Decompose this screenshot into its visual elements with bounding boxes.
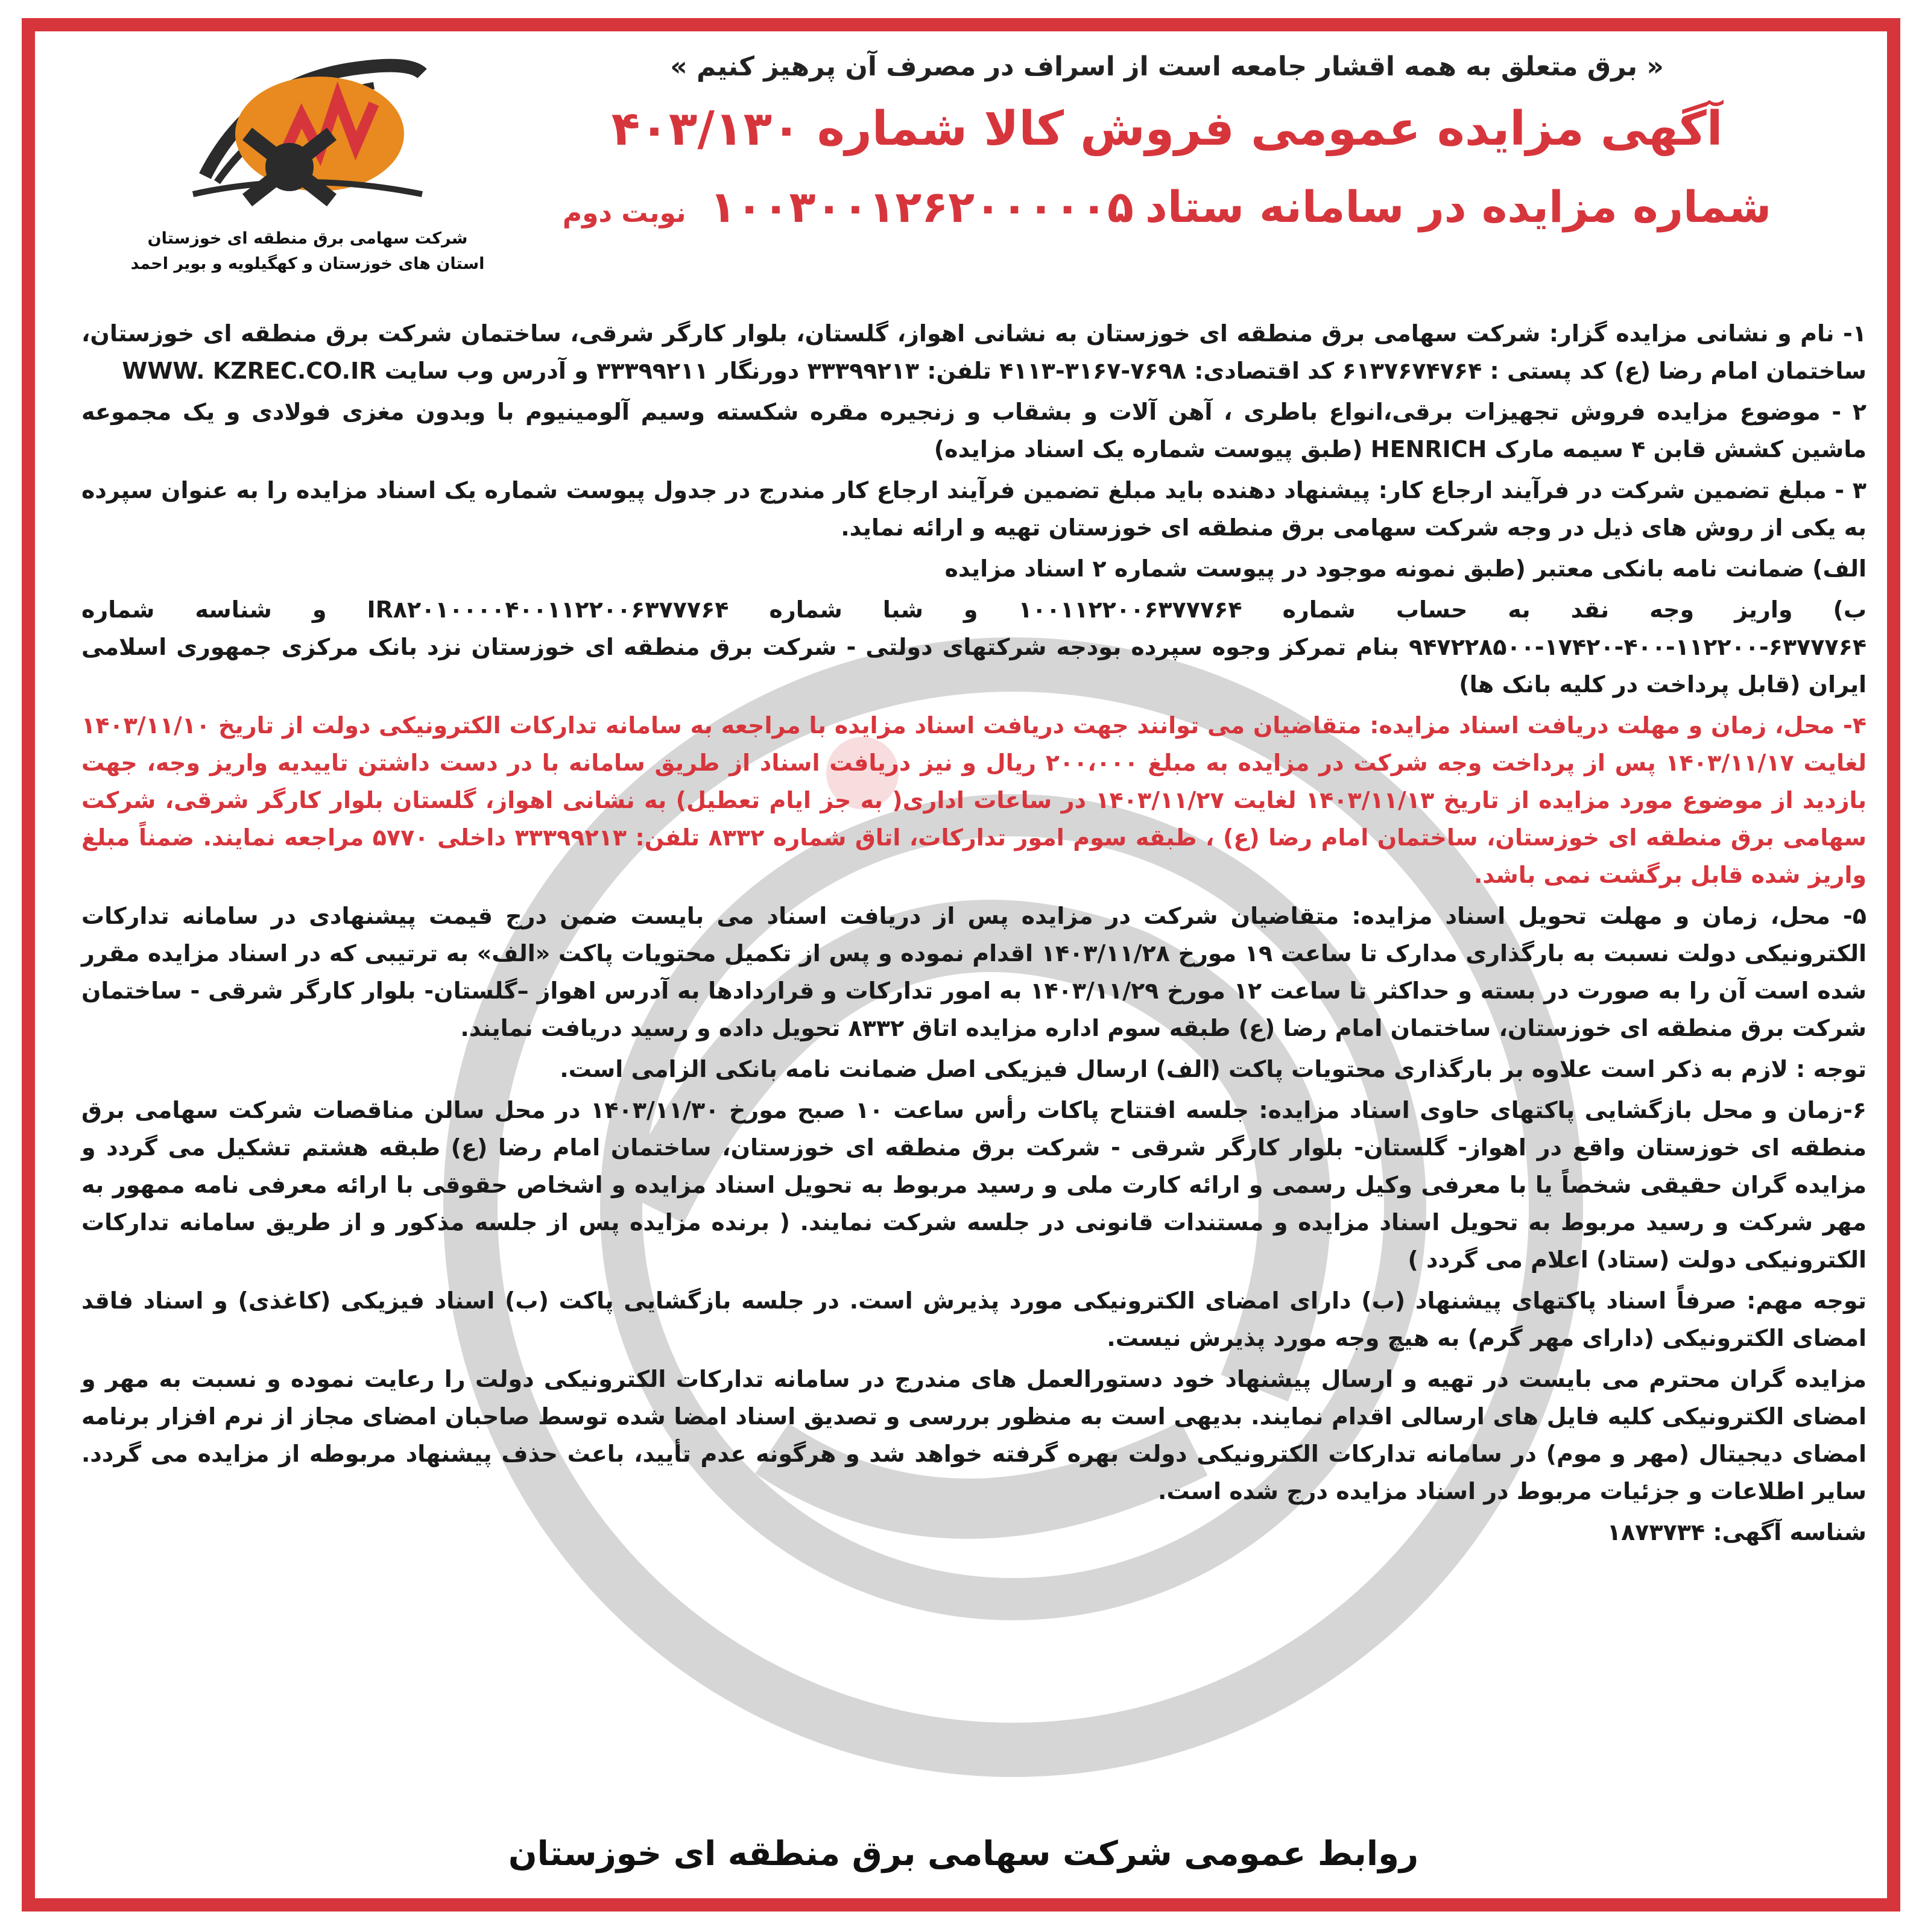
- slogan: « برق متعلق به همه اقشار جامعه است از اسراف در مصرف آن پرهیز کنیم »: [670, 51, 1664, 82]
- footer-signature: روابط عمومی شرکت سهامی برق منطقه ای خوزستان: [508, 1834, 1419, 1874]
- section-5-note: توجه : لازم به ذکر است علاوه بر بارگذاری محتویات پاکت (الف) ارسال فیزیکی اصل ضمانت نامه بانکی الزامی است.: [560, 1056, 1867, 1082]
- section-5-delivery: ۵- محل، زمان و مهلت تحویل اسناد مزایده: متقاضیان شرکت در مزایده پس از دریافت اسناد می بایست ضمن درج قیمت پیشنهادی در سامانه تدارکات الکترونیکی دولت نسبت به بارگذاری مدارک تا ساعت ۱۹ مورخ ۱۴۰۳/۱۱/۲۸ اقدام نموده و پس از تکمیل محتویات پاکت «الف» به ترتیبی که در اسناد مزایده مقرر شده است آن را به صورت در بسته و حداکثر تا ساعت ۱۲ مورخ ۱۴۰۳/۱۱/۲۹ به امور تدارکات و قراردادها به آدرس اهواز –گلستان- بلوار کارگر شرقی - ساختمان شرکت برق منطقه ای خوزستان، ساختمان امام رضا (ع) طبقه سوم اداره مزایده اتاق ۸۳۳۲ تحویل داده و رسید دریافت نمایند.: [81, 903, 1867, 1041]
- section-4-documents: ۴- محل، زمان و مهلت دریافت اسناد مزایده: متقاضیان می توانند جهت دریافت اسناد مزایده با مراجعه به سامانه تدارکات الکترونیکی دولت از تاریخ ۱۴۰۳/۱۱/۱۰ لغایت ۱۴۰۳/۱۱/۱۷ پس از پرداخت وجه شرکت در مزایده به مبلغ ۲۰۰،۰۰۰ ریال و نیز دریافت اسناد از طریق سامانه با در دست داشتن تاییدیه واریز وجه، جهت بازدید از موضوع مورد مزایده از تاریخ ۱۴۰۳/۱۱/۱۳ لغایت ۱۴۰۳/۱۱/۲۷ در ساعات اداری( به جز ایام تعطیل) به نشانی اهواز، گلستان بلوار کارگر شرقی، شرکت سهامی برق منطقه ای خوزستان، ساختمان امام رضا (ع) ، طبقه سوم امور تدارکات، اتاق شماره ۸۳۳۲ تلفن: ۳۳۳۹۹۲۱۳ داخلی ۵۷۷۰ مراجعه نمایند. ضمناً مبلغ واریز شده قابل برگشت نمی باشد.: [81, 712, 1867, 888]
- section-6-opening: ۶-زمان و محل بازگشایی پاکتهای حاوی اسناد مزایده: جلسه افتتاح پاکات رأس ساعت ۱۰ صبح مورخ ۱۴۰۳/۱۱/۳۰ در محل سالن مناقصات شرکت سهامی برق منطقه ای خوزستان واقع در اهواز- گلستان- بلوار کارگر شرقی - شرکت برق منطقه ای خوزستان، ساختمان امام رضا (ع) طبقه هشتم تشکیل می گردد و مزایده گران حقیقی شخصاً یا با معرفی وکیل رسمی و ارائه کارت ملی و رسید مربوط به تحویل اسناد مزایده و اشخاص حقوقی با ارائه معرفی نامه ممهور به مهر شرکت و رسید مربوط به تحویل اسناد مزایده و مستندات قانونی در جلسه شرکت نمایند. ( برنده مزایده پس از جلسه مذکور و از طریق سامانه تدارکات الکترونیکی دولت (ستاد) اعلام می گردد ): [81, 1097, 1867, 1273]
- section-3a-bank-guarantee: الف) ضمانت نامه بانکی معتبر (طبق نمونه موجود در پیوست شماره ۲ اسناد مزایده: [944, 555, 1867, 582]
- section-3-guarantee: ۳ - مبلغ تضمین شرکت در فرآیند ارجاع کار: پیشنهاد دهنده باید مبلغ تضمین فرآیند ارجاع کار مندرج در جدول پیوست شماره یک اسناد مزایده را به عنوان سپرده به یکی از روش های ذیل در وجه شرکت سهامی برق منطقه ای خوزستان تهیه و ارائه نماید.: [81, 477, 1867, 541]
- tender-number: ۱۰۰۳۰۰۱۲۶۲۰۰۰۰۰۵: [709, 182, 1134, 232]
- section-2-subject: ۲ - موضوع مزایده فروش تجهیزات برقی،انواع باطری ، آهن آلات و بشقاب و زنجیره مقره شکسته وسیم آلومینیوم با وبدون مغزی فولادی و یک مجموعه ماشین کشش قابن ۴ سیمه مارک HENRICH (طبق پیوست شماره یک اسناد مزایده): [81, 399, 1867, 462]
- ad-body: [81, 315, 1867, 1555]
- bidder-instructions: مزایده گران محترم می بایست در تهیه و ارسال پیشنهاد خود دستورالعمل های مندرج در سامانه تدارکات الکترونیکی دولت را رعایت نموده و نسبت به مهر و امضای الکترونیکی کلیه فایل های ارسالی اقدام نمایند. بدیهی است به منظور بررسی و تصدیق اسناد امضا شده توسط صاحبان امضای مجاز از نرم افزار برنامه امضای دیجیتال (مهر و موم) در سامانه تدارکات الکترونیکی دولت بهره گرفته خواهد شد و هرگونه عدم تأیید، باعث حذف پیشنهاد مربوطه از مزایده می گردد. سایر اطلاعات و جزئیات مربوط در اسناد مزایده درج شده است.: [81, 1366, 1867, 1504]
- logo-caption-line2: استان های خوزستان و کهگیلویه و بویر احمد: [130, 254, 485, 273]
- ad-id: شناسه آگهی: ۱۸۷۳۷۳۴: [1607, 1519, 1867, 1545]
- important-note: توجه مهم: صرفاً اسناد پاکتهای پیشنهاد (ب) دارای امضای الکترونیکی مورد پذیرش است. در جلسه بازگشایی پاکت (ب) اسناد فیزیکی (کاغذی) و اسناد فاقد امضای الکترونیکی (دارای مهر گرم) به هیچ وجه مورد پذیرش نیست.: [81, 1287, 1867, 1351]
- ad-header: [504, 46, 1830, 252]
- ad-page: [48, 31, 1879, 1901]
- section-3b-cash-deposit: ب) واریز وجه نقد به حساب شماره ۱۰۰۱۱۲۲۰۰۶۳۷۷۷۶۴ و شبا شماره IR۸۲۰۱۰۰۰۰۴۰۰۱۱۲۲۰۰۶۳۷۷۷۶۴ و شناسه شماره ۶۳۷۷۷۶۴-۱۱۲۲۰۰-۴۰۰-۱۷۴۲۰-۹۴۷۲۲۸۵۰۰ بنام تمرکز وجوه سپرده بودجه شرکتهای دولتی - شرکت برق منطقه ای خوزستان نزد بانک مرکزی جمهوری اسلامی ایران (قابل پرداخت در کلیه بانک ها): [81, 596, 1867, 698]
- tender-number-row: [504, 174, 1830, 252]
- section-1-organizer: ۱- نام و نشانی مزایده گزار: شرکت سهامی برق منطقه ای خوزستان به نشانی اهواز، گلستان، بلوار کارگر شرقی، ساختمان شرکت برق منطقه ای خوزستان، ساختمان امام رضا (ع) کد پستی : ۶۱۳۷۶۷۴۷۶۴ کد اقتصادی: ۷۶۹۸-۳۱۶۷-۴۱۱۳ تلفن: ۳۳۳۹۹۲۱۳ دورنگار ۳۳۳۹۹۲۱۱ و آدرس وب سایت WWW. KZREC.CO.IR: [81, 320, 1867, 384]
- logo-caption-line1: شرکت سهامی برق منطقه ای خوزستان: [147, 229, 468, 248]
- page-title: آگهی مزایده عمومی فروش کالا شماره ۴۰۳/۱۳۰: [611, 102, 1723, 156]
- tender-number-label: شماره مزایده در سامانه ستاد: [1145, 182, 1772, 232]
- company-logo: [121, 43, 495, 303]
- round-label: نوبت دوم: [562, 198, 686, 229]
- khuzestan-electric-logo-icon: [181, 43, 434, 224]
